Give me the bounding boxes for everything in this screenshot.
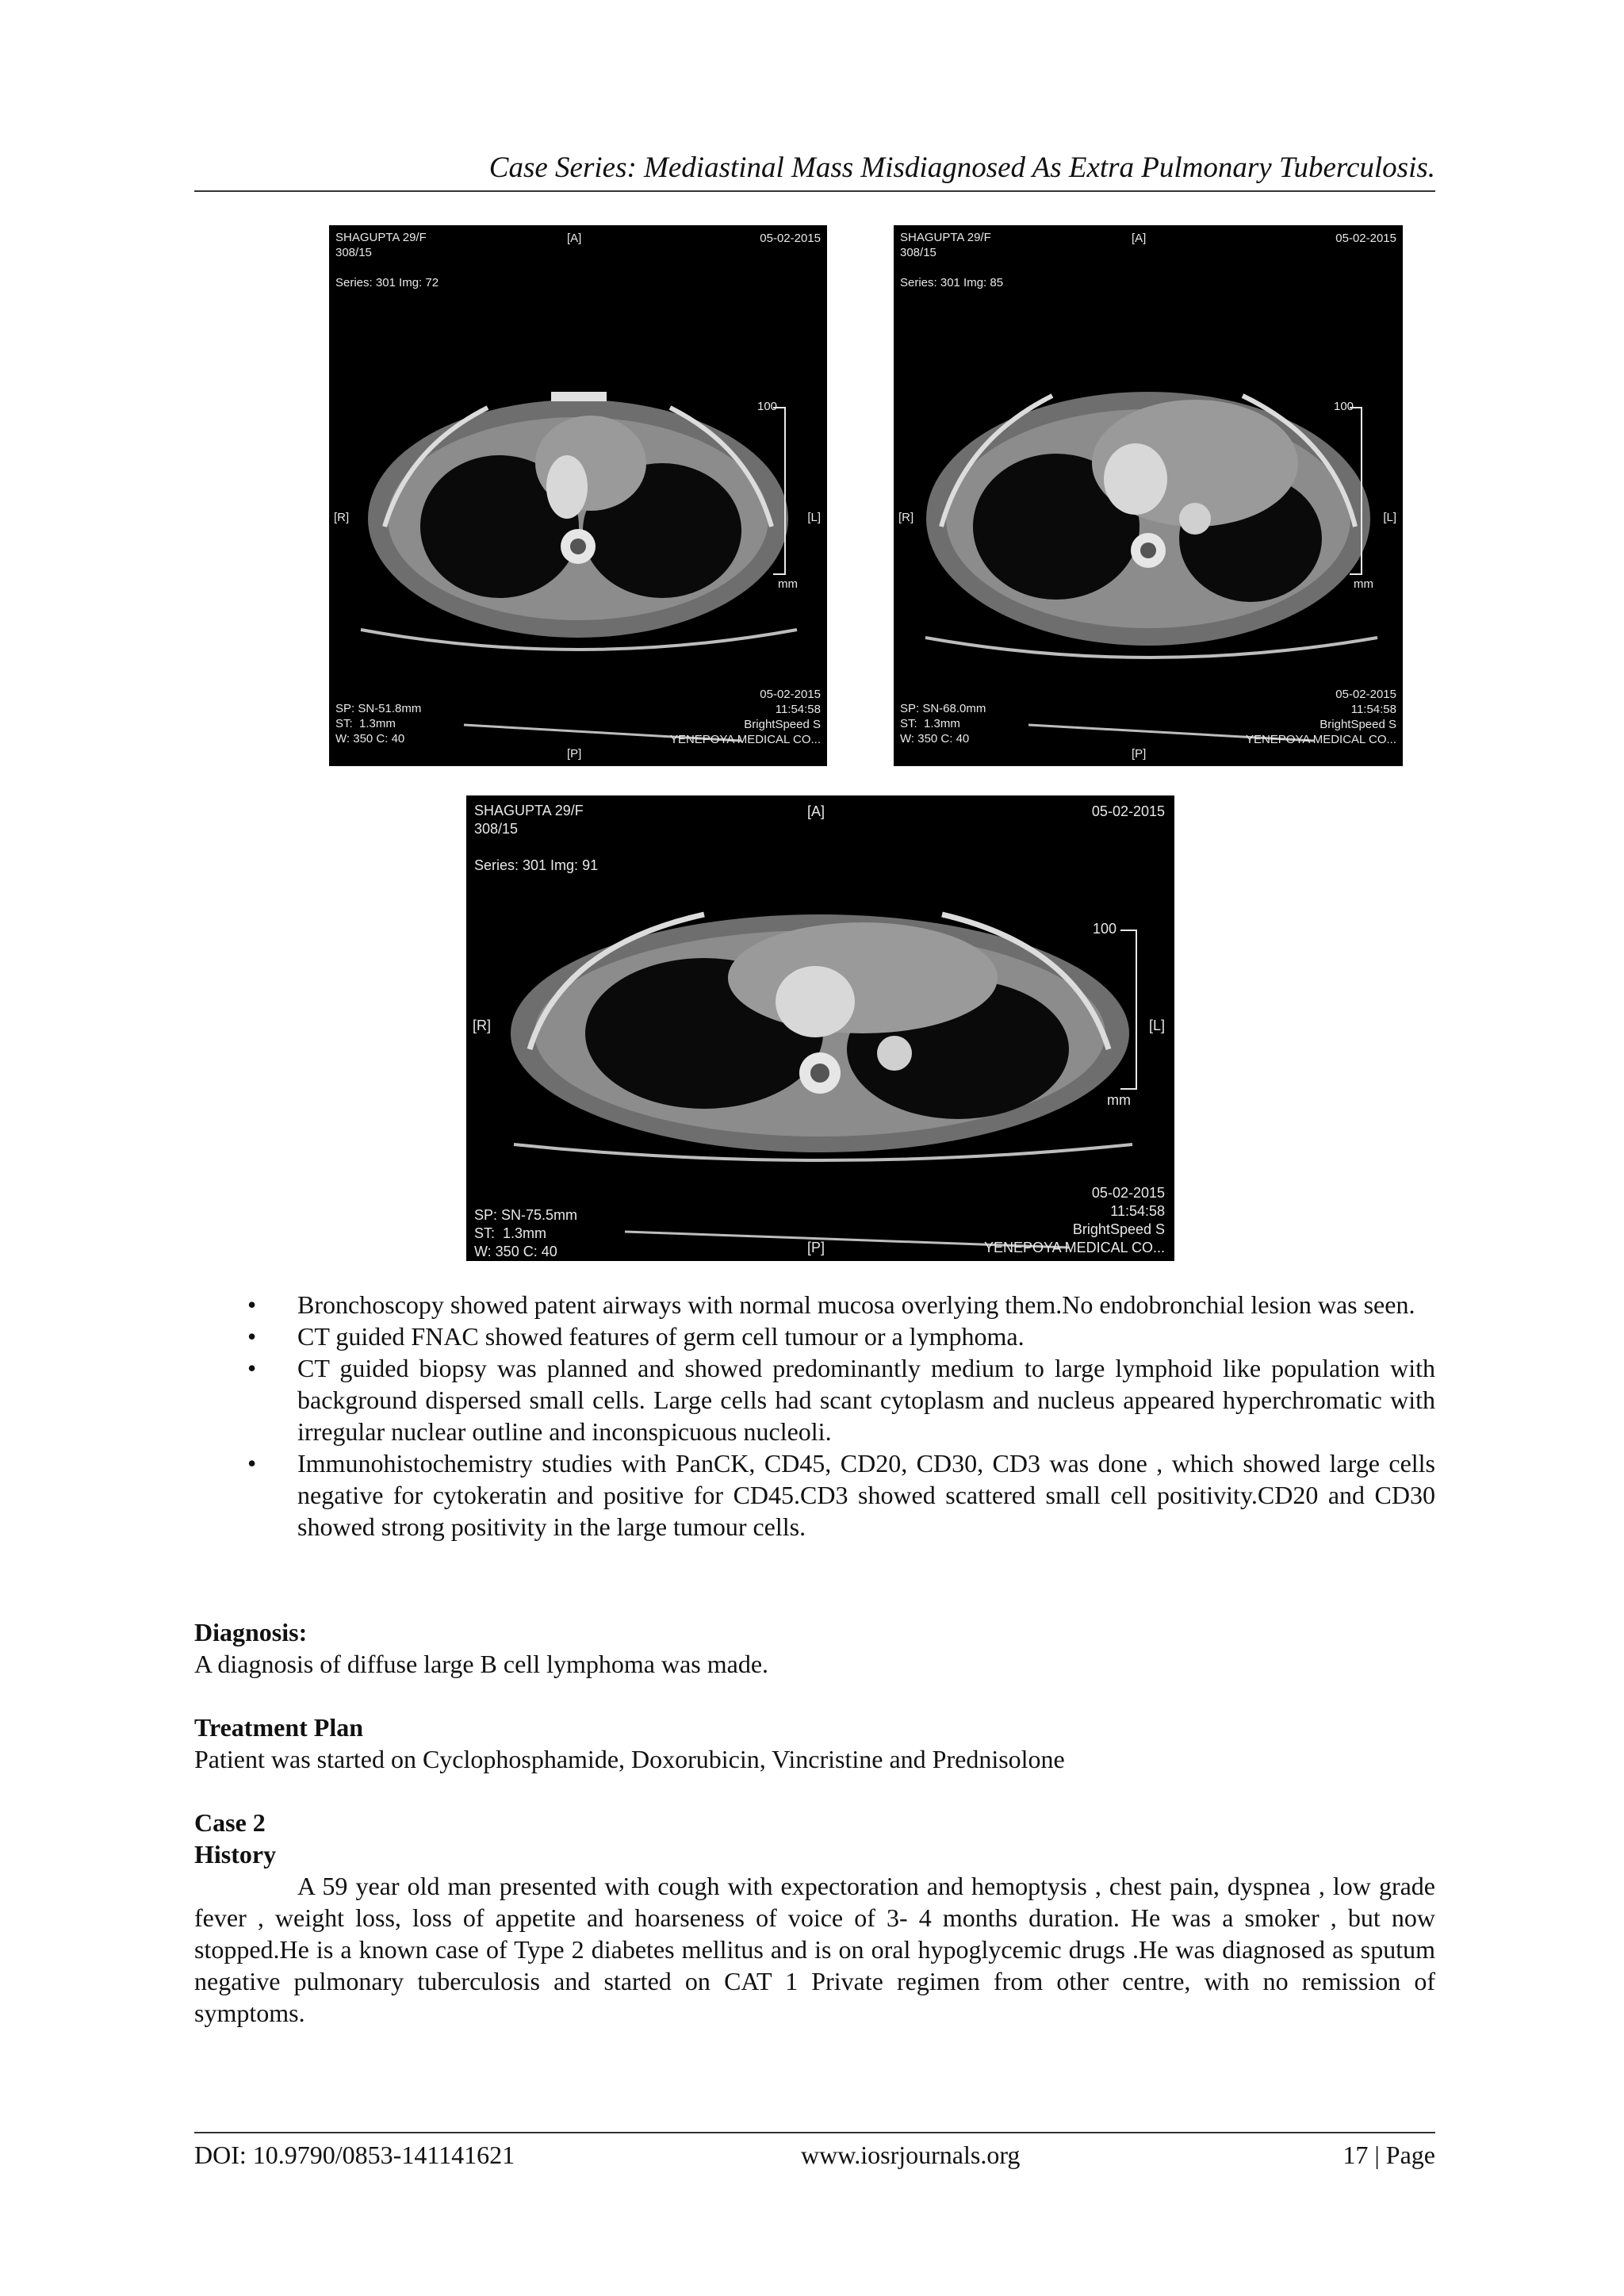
header-divider [194,190,1435,192]
footer-page-number: 17 | Page [1342,2141,1435,2169]
ct-scale-top: 100 [1093,921,1117,937]
ct-date: 05-02-2015 [760,232,821,245]
ct-posterior-label: [P] [1132,747,1147,761]
list-item: • Immunohistochemistry studies with PanCK, CD45, CD20, CD30, CD3 was done , which showed large cells negative for cytokeratin and positive for CD45.CD3 showed scattered small cell positivity.CD20 and CD30 showed strong positivity in the large tumour cells. [247,1449,1435,1541]
ct-right-label: [R] [473,1018,492,1033]
ct-left-label: [L] [1383,511,1396,524]
list-item: • CT guided biopsy was planned and showed predominantly medium to large lymphoid like population with background dispersed small cells. Large cells had scant cytoplasm and nucleus appeared hyperchromatic with irregular nuclear outline and inconspicuous nucleoli. [247,1354,1435,1446]
ct-scale-top: 100 [757,400,778,413]
ct-date: 05-02-2015 [1335,232,1396,245]
ct-scan-image-2 [894,225,1403,766]
case2-section [194,1807,1435,2029]
ct-right-label: [R] [334,511,350,524]
ct-scale-unit: mm [1354,577,1373,591]
ct-scale-unit: mm [778,577,798,591]
ct-scanner-info: 05-02-2015 11:54:58 BrightSpeed S YENEPOYA MEDICAL CO... [1245,688,1396,746]
ct-scan-illustration [894,225,1403,766]
bullet-icon: • [247,1322,257,1351]
list-item: • Bronchoscopy showed patent airways with normal mucosa overlying them.No endobronchial lesion was seen. [247,1290,1415,1319]
ct-right-label: [R] [898,511,914,524]
ct-scan-params: SP: SN-68.0mm ST: 1.3mm W: 350 C: 40 [900,702,986,746]
bullet-icon: • [247,1354,257,1382]
ct-anterior-label: [A] [1132,232,1147,245]
ct-scan-image-1 [329,225,827,766]
diagnosis-section [194,1616,1435,1680]
ct-posterior-label: [P] [567,747,582,761]
footer-divider [194,2132,1435,2133]
ct-scan-params: SP: SN-51.8mm ST: 1.3mm W: 350 C: 40 [335,702,422,746]
ct-scanner-info: 05-02-2015 11:54:58 BrightSpeed S YENEPOYA MEDICAL CO... [983,1185,1165,1255]
case2-heading: Case 2 [194,1808,266,1837]
treatment-text: Patient was started on Cyclophosphamide, Doxorubicin, Vincristine and Prednisolone [194,1745,1065,1773]
ct-left-label: [L] [807,511,821,524]
ct-scale-top: 100 [1334,400,1354,413]
history-paragraph: A 59 year old man presented with cough with expectoration and hemoptysis , chest pain, dyspnea , low grade fever , weight loss, loss of appetite and hoarseness of voice of 3- 4 months duration. He was a smoker , but now stopped.He is a known case of Type 2 diabetes mellitus and is on oral hypoglycemic drugs .He was diagnosed as sputum negative pulmonary tuberculosis and started on CAT 1 Private regimen from other centre, with no remission of symptoms. [194,1872,1435,2027]
running-header: Case Series: Mediastinal Mass Misdiagnosed As Extra Pulmonary Tuberculosis. [488,151,1435,184]
ct-scan-image-3 [466,795,1174,1261]
bullet-icon: • [247,1449,257,1478]
footer-doi: DOI: 10.9790/0853-141141621 [194,2141,515,2169]
footer-website: www.iosrjournals.org [801,2141,1021,2169]
diagnosis-heading: Diagnosis: [194,1618,308,1646]
history-heading: History [194,1840,277,1869]
treatment-heading: Treatment Plan [194,1713,363,1742]
bullet-icon: • [247,1290,257,1319]
ct-scan-params: SP: SN-75.5mm ST: 1.3mm W: 350 C: 40 [474,1207,578,1259]
findings-list [194,1289,1435,1543]
ct-patient-info: SHAGUPTA 29/F 308/15 Series: 301 Img: 91 [474,803,599,873]
diagnosis-text: A diagnosis of diffuse large B cell lymphoma was made. [194,1650,769,1678]
ct-date: 05-02-2015 [1091,803,1165,819]
ct-patient-info: SHAGUPTA 29/F 308/15 Series: 301 Img: 85 [900,231,1004,289]
ct-left-label: [L] [1148,1018,1165,1033]
ct-anterior-label: [A] [567,232,582,245]
ct-posterior-label: [P] [807,1240,825,1255]
ct-scale-unit: mm [1107,1092,1131,1108]
ct-anterior-label: [A] [807,803,825,819]
treatment-section [194,1711,1435,1775]
ct-scan-illustration [329,225,827,766]
list-item: • CT guided FNAC showed features of germ cell tumour or a lymphoma. [247,1322,1025,1351]
ct-scanner-info: 05-02-2015 11:54:58 BrightSpeed S YENEPOYA MEDICAL CO... [669,688,821,746]
ct-patient-info: SHAGUPTA 29/F 308/15 Series: 301 Img: 72 [335,231,439,289]
